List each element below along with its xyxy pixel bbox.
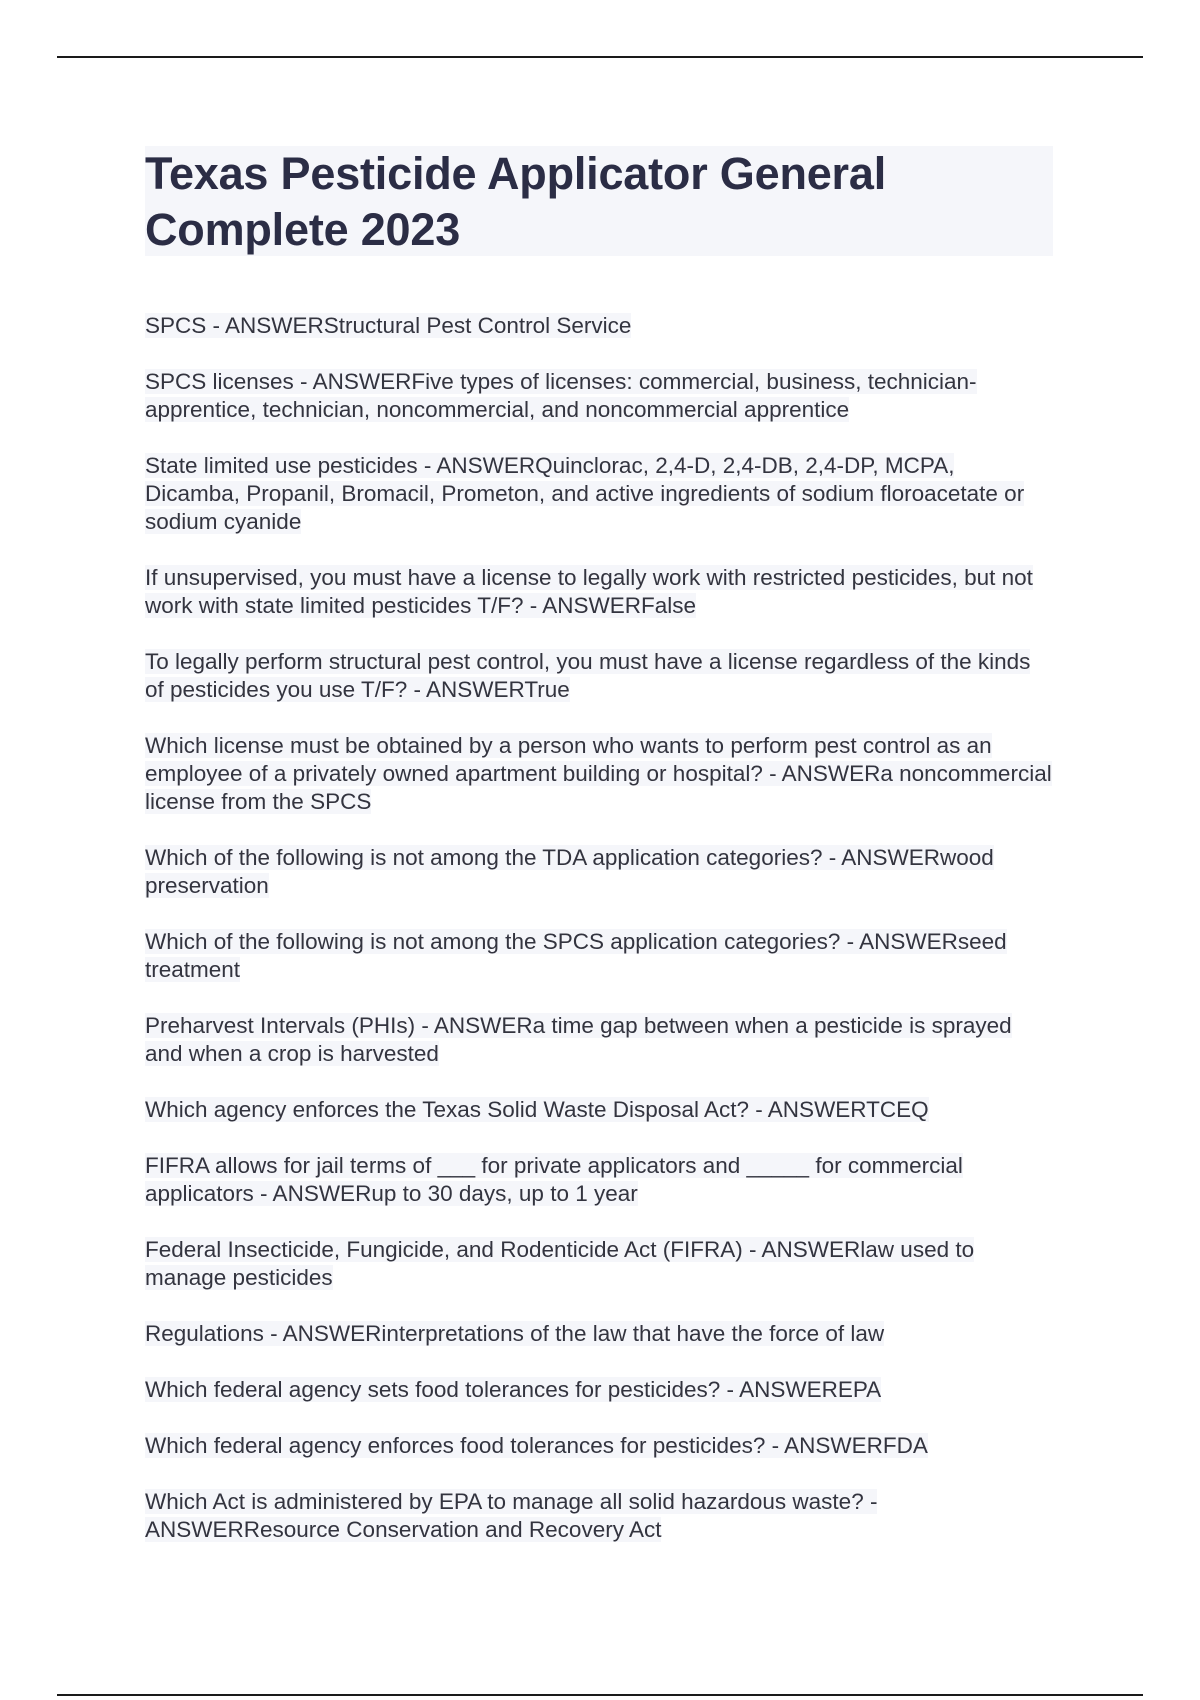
qa-item bbox=[145, 844, 1055, 900]
qa-item bbox=[145, 1152, 1055, 1208]
qa-text: Federal Insecticide, Fungicide, and Rodenticide Act (FIFRA) - ANSWERlaw used to manage pesticides bbox=[145, 1237, 975, 1290]
qa-item bbox=[145, 368, 1055, 424]
qa-item bbox=[145, 648, 1055, 704]
qa-text: Preharvest Intervals (PHIs) - ANSWERa time gap between when a pesticide is sprayed and when a crop is harvested bbox=[145, 1013, 1012, 1066]
qa-text: To legally perform structural pest control, you must have a license regardless of the kinds of pesticides you use T/F? - ANSWERTrue bbox=[145, 649, 1031, 702]
title-block bbox=[145, 146, 1053, 256]
qa-item bbox=[145, 1432, 1055, 1460]
qa-text: Which license must be obtained by a person who wants to perform pest control as an employee of a privately owned apartment building or hospital? - ANSWERa noncommercial license from the SPCS bbox=[145, 733, 1052, 814]
qa-text: Which federal agency sets food tolerances for pesticides? - ANSWEREPA bbox=[145, 1377, 882, 1402]
qa-item bbox=[145, 1488, 1055, 1544]
top-rule bbox=[57, 56, 1143, 58]
qa-text: If unsupervised, you must have a license to legally work with restricted pesticides, but not work with state limited pesticides T/F? - ANSWERFalse bbox=[145, 565, 1033, 618]
qa-list bbox=[145, 312, 1055, 1572]
bottom-rule bbox=[57, 1694, 1143, 1696]
qa-item bbox=[145, 1320, 1055, 1348]
qa-text: Which of the following is not among the SPCS application categories? - ANSWERseed treatment bbox=[145, 929, 1007, 982]
qa-item bbox=[145, 1376, 1055, 1404]
qa-item bbox=[145, 1096, 1055, 1124]
qa-text: Which Act is administered by EPA to manage all solid hazardous waste? - ANSWERResource Conservation and Recovery Act bbox=[145, 1489, 878, 1542]
qa-item bbox=[145, 732, 1055, 816]
page-title: Texas Pesticide Applicator General Complete 2023 bbox=[145, 148, 886, 255]
qa-text: SPCS - ANSWERStructural Pest Control Service bbox=[145, 313, 632, 338]
qa-item bbox=[145, 928, 1055, 984]
qa-text: Which federal agency enforces food tolerances for pesticides? - ANSWERFDA bbox=[145, 1433, 928, 1458]
qa-text: State limited use pesticides - ANSWERQuinclorac, 2,4-D, 2,4-DB, 2,4-DP, MCPA, Dicamba, Propanil, Bromacil, Prometon, and active ingredients of sodium floroacetate or sodium cyanide bbox=[145, 453, 1025, 534]
qa-text: Which of the following is not among the TDA application categories? - ANSWERwood preservation bbox=[145, 845, 994, 898]
qa-text: Regulations - ANSWERinterpretations of the law that have the force of law bbox=[145, 1321, 885, 1346]
qa-text: FIFRA allows for jail terms of ___ for private applicators and _____ for commercial applicators - ANSWERup to 30 days, up to 1 year bbox=[145, 1153, 963, 1206]
qa-item bbox=[145, 564, 1055, 620]
qa-item bbox=[145, 1012, 1055, 1068]
qa-item bbox=[145, 1236, 1055, 1292]
qa-item bbox=[145, 312, 1055, 340]
qa-text: Which agency enforces the Texas Solid Waste Disposal Act? - ANSWERTCEQ bbox=[145, 1097, 929, 1122]
qa-item bbox=[145, 452, 1055, 536]
qa-text: SPCS licenses - ANSWERFive types of licenses: commercial, business, technician-apprentice, technician, noncommercial, and noncommercial apprentice bbox=[145, 369, 977, 422]
